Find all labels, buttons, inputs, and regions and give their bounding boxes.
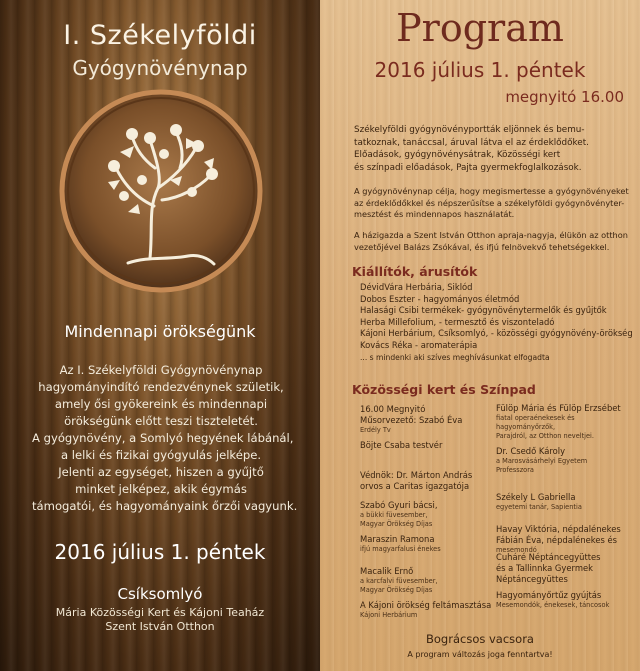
- intro-text: [32, 362, 298, 515]
- program-entry: [496, 403, 631, 441]
- paragraph-line: A gyógynövénynap célja, hogy megismertesse a gyógynövényeket: [354, 186, 629, 196]
- paragraph-line: az érdeklődőkkel és népszerűsítse a székelyföldi gyógynövényter-: [354, 197, 625, 208]
- entry-title: Szabó Gyuri bácsi,: [360, 500, 438, 510]
- venue-line: Szent István Otthon: [105, 620, 215, 633]
- intro-line: A gyógynövény, a Somlyó hegyének lábánál,: [32, 431, 294, 445]
- entry-title: Maraszin Ramona: [360, 534, 435, 544]
- program-title: Program: [396, 6, 564, 50]
- program-entry: [360, 404, 495, 435]
- paragraph-line: és színpadi előadások, Pajta gyermekfoglalkozások.: [354, 162, 582, 173]
- intro-line: amely ősi gyökereink és mindennapi: [54, 397, 268, 411]
- event-title: I. Székelyföldi: [63, 20, 257, 51]
- right-panel: [320, 0, 640, 671]
- entry-detail: Professzora: [496, 466, 534, 474]
- event-place: Csíksomlyó: [117, 585, 203, 603]
- paragraph-line: A házigazda a Szent István Otthon apraja-nagyja, élükön az otthon: [354, 230, 628, 240]
- intro-line: Jelenti az egységet, hiszen a gyűjtő: [58, 465, 264, 479]
- opening-time: megnyitó 16.00: [505, 88, 624, 106]
- entry-title: Cuháré Néptáncegyüttes: [496, 552, 601, 562]
- entry-title: Dr. Csedő Károly: [496, 446, 566, 456]
- exhibitors-heading: Kiállítók, árusítók: [352, 264, 478, 279]
- paragraph-line: tatkoznak, tanáccsal, áruval látva el az érdeklődőket.: [354, 137, 589, 148]
- entry-detail: Magyar Örökség Díjas: [360, 586, 433, 594]
- dinner-label: Bográcsos vacsora: [426, 632, 534, 646]
- entry-detail: Kájoni Herbárium: [360, 611, 418, 619]
- entry-title: A Kájoni örökség feltámasztása: [360, 600, 492, 610]
- program-entry: [496, 590, 631, 610]
- entry-detail: Parajdról, az Otthon neveltjei.: [496, 432, 594, 440]
- entry-detail: Mesemondók, énekesek, táncosok: [496, 601, 610, 609]
- program-entry: [496, 524, 631, 555]
- list-item: Kovács Réka - aromaterápia: [360, 339, 478, 350]
- list-item: Herba Millefolium, - termesztő és viszonteladó: [360, 316, 555, 327]
- entry-detail: hagyományőrzők,: [496, 423, 556, 431]
- entry-detail: fiatal operaénekesek és: [496, 414, 575, 422]
- program-date: 2016 július 1. péntek: [374, 58, 586, 82]
- entry-detail: egyetemi tanár, Sapientia: [496, 503, 582, 511]
- list-item: ... s mindenki aki szíves meghívásunkat elfogadta: [360, 352, 550, 362]
- list-item: Kájoni Herbárium, Csíksomlyó, - közösségi gyógynövény-örökség: [360, 328, 633, 339]
- exhibitors-list: [360, 282, 633, 363]
- entry-detail: Erdély Tv: [360, 426, 391, 434]
- program-paragraph-2: [354, 186, 629, 221]
- program-entry: [496, 446, 631, 475]
- entry-title: Néptáncegyüttes: [496, 574, 568, 584]
- entry-title: Fábián Éva, népdalénekes és: [496, 535, 618, 545]
- entry-title: Műsorvezető: Szabó Éva: [360, 415, 463, 425]
- entry-title: Havay Viktória, népdalénekes: [496, 524, 621, 534]
- paragraph-line: Székelyföldi gyógynövényportták eljönnek és bemu-: [354, 125, 585, 135]
- program-entry: [360, 534, 495, 554]
- event-date: 2016 július 1. péntek: [54, 540, 266, 564]
- program-entry: [360, 600, 495, 620]
- entry-detail: mesemondó: [496, 546, 537, 554]
- entry-title: 16.00 Megnyitó: [360, 404, 426, 414]
- program-paragraph-3: [354, 230, 626, 253]
- entry-detail: a bükki füvesember,: [360, 511, 428, 519]
- entry-title: Székely L Gabriella: [496, 492, 576, 502]
- intro-line: minket jelképez, akik égymás: [75, 482, 247, 496]
- garden-heading: Közösségi kert és Színpad: [352, 382, 536, 397]
- list-item: Halasági Csibi termékek- gyógynövénytermelők és gyűjtők: [360, 305, 607, 316]
- program-entry: [360, 566, 495, 595]
- entry-title: és a Tallinnka Gyermek: [496, 563, 593, 573]
- entry-detail: a karcfalvi füvesember,: [360, 577, 438, 585]
- paragraph-line: mesztést és mindennapos használatát.: [354, 209, 515, 219]
- program-entry: [360, 470, 495, 492]
- paragraph-line: vezetőjével Balázs Zsókával, és ifjú felnövekvő tehetségekkel.: [354, 241, 610, 252]
- intro-line: támogatói, és hagyományaink őrzői vagyunk.: [32, 499, 298, 513]
- paragraph-line: Előadások, gyógynövénysátrak, Közösségi kert: [354, 150, 561, 160]
- entry-title: Védnök: Dr. Márton András: [360, 470, 473, 480]
- intro-line: Az I. Székelyföldi Gyógynövénynap: [59, 363, 263, 377]
- intro-line: örökségünk előtt teszi tiszteletét.: [64, 414, 258, 428]
- list-item: DévidVára Herbária, Siklód: [360, 282, 473, 292]
- entry-title: Fülöp Mária és Fülöp Erzsébet: [496, 403, 621, 413]
- program-entry: [360, 440, 495, 451]
- tree-of-life-icon: [58, 88, 264, 294]
- program-entry: [360, 500, 495, 529]
- entry-detail: a Marosvásárhelyi Egyetem: [496, 457, 588, 465]
- section-heading: Mindennapi örökségünk: [64, 322, 256, 341]
- entry-detail: Magyar Örökség Díjas: [360, 520, 433, 528]
- entry-title: Böjte Csaba testvér: [360, 440, 443, 450]
- event-subtitle: Gyógynövénynap: [72, 56, 248, 80]
- intro-line: a lelki és fizikai gyógyulás jelképe.: [60, 448, 262, 462]
- program-entry: [496, 552, 631, 585]
- intro-line: hagyományindító rendezvénynek születik,: [38, 380, 284, 394]
- venue-line: Mária Közösségi Kert és Kájoni Teaház: [55, 606, 265, 619]
- event-venue: [0, 606, 320, 634]
- entry-title: orvos a Caritas igazgatója: [360, 481, 470, 491]
- disclaimer: A program változás joga fenntartva!: [407, 650, 553, 659]
- entry-title: Hagyományőrtűz gyújtás: [496, 590, 602, 600]
- program-paragraph-1: [354, 124, 626, 174]
- program-entry: [496, 492, 631, 512]
- entry-title: Macalik Ernő: [360, 566, 414, 576]
- entry-detail: ifjú magyarfalusi énekes: [360, 545, 441, 553]
- list-item: Dobos Eszter - hagyományos életmód: [360, 293, 520, 304]
